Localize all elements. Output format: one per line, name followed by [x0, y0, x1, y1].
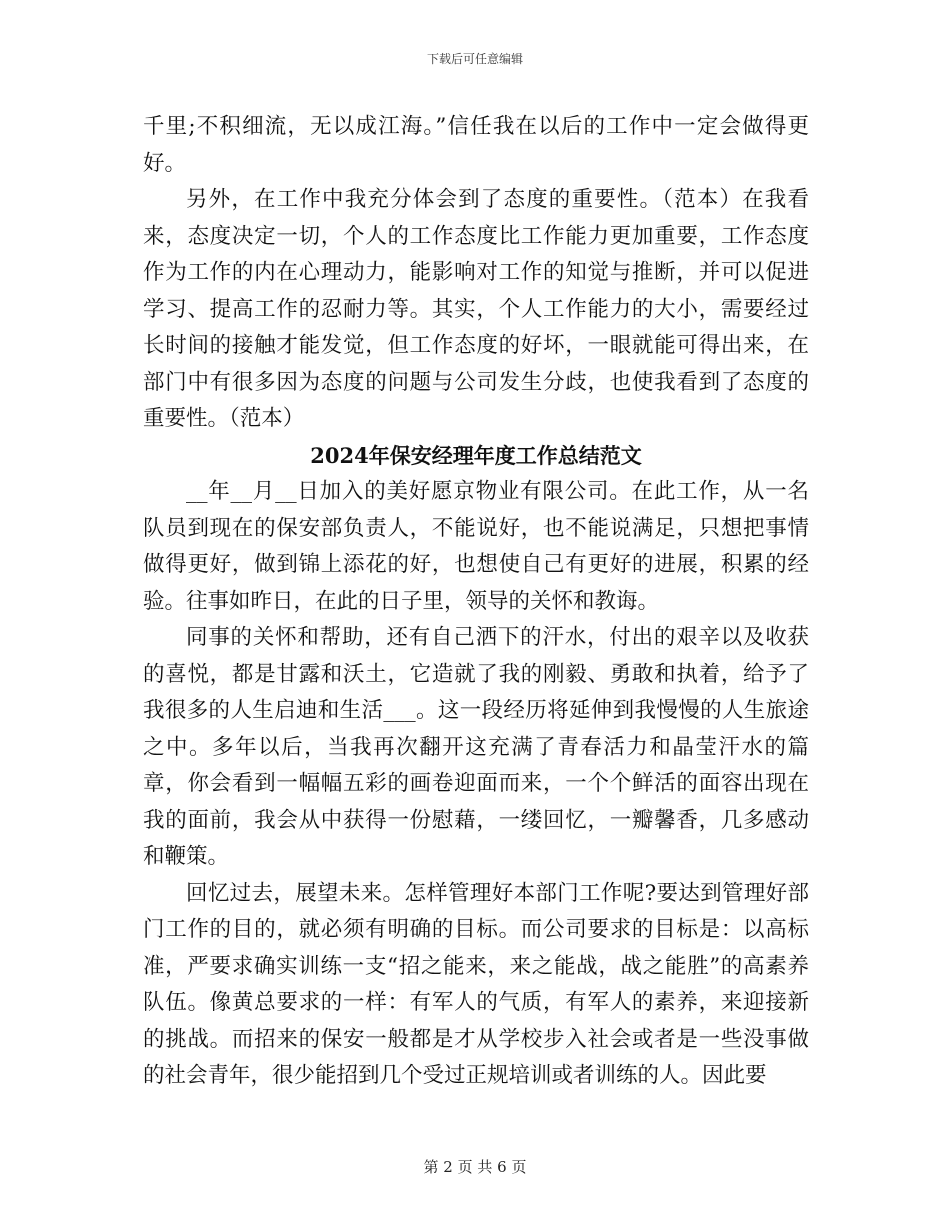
body-paragraph-3: 回忆过去，展望未来。怎样管理好本部门工作呢?要达到管理好部门工作的目的，就必须有明确的目标。而公司要求的目标是：以高标准，严要求确实训练一支“招之能来，来之能战，战之能胜”的高素养队伍。像黄总要求的一样：有军人的气质，有军人的素养，来迎接新的挑战。而招来的保安一般都是才从学校步入社会或者是一些没事做的社会青年，很少能招到几个受过正规培训或者训练的人。因此要: [143, 880, 809, 1088]
attitude-paragraph: 另外，在工作中我充分体会到了态度的重要性。（范本）在我看来，态度决定一切，个人的工作态度比工作能力更加重要，工作态度作为工作的内在心理动力，能影响对工作的知觉与推断，并可以促进学习、提高工作的忍耐力等。其实，个人工作能力的大小，需要经过长时间的接触才能发觉，但工作态度的好坏，一眼就能可得出来，在部门中有很多因为态度的问题与公司发生分歧，也使我看到了态度的重要性。（范本）: [143, 187, 809, 431]
page-footer: 第 2 页 共 6 页: [423, 1158, 527, 1176]
continued-paragraph: 千里;不积细流，无以成江海。”信任我在以后的工作中一定会做得更好。: [143, 114, 809, 176]
page-header: 下载后可任意编辑: [426, 52, 523, 66]
document-body: [143, 109, 809, 1095]
body-paragraph-1: __年__月__日加入的美好愿京物业有限公司。在此工作，从一名队员到现在的保安部负责人，不能说好，也不能说满足，只想把事情做得更好，做到锦上添花的好，也想使自己有更好的进展，积累的经验。往事如昨日，在此的日子里，领导的关怀和教诲。: [143, 479, 809, 614]
body-paragraph-2: 同事的关怀和帮助，还有自己洒下的汗水，付出的艰辛以及收获的喜悦，都是甘露和沃土，它造就了我的刚毅、勇敢和执着，给予了我很多的人生启迪和生活___。这一段经历将延伸到我慢慢的人生旅途之中。多年以后，当我再次翻开这充满了青春活力和晶莹汗水的篇章，你会看到一幅幅五彩的画卷迎面而来，一个个鲜活的面容出现在我的面前，我会从中获得一份慰藉，一缕回忆，一瓣馨香，几多感动和鞭策。: [143, 625, 809, 869]
document-title: 2024年保安经理年度工作总结范文: [310, 442, 642, 468]
